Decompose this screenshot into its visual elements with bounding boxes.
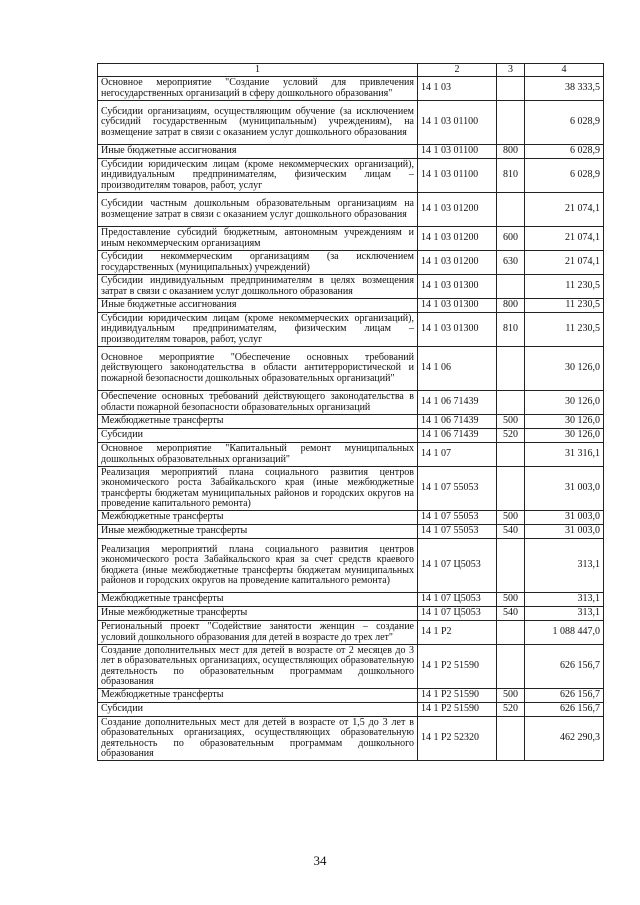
row-amount-cell: 31 316,1: [525, 443, 604, 467]
row-name-cell: Обеспечение основных требований действующего законодательства в области пожарной безопасности образовательных организаций: [98, 391, 418, 415]
row-type-cell: 500: [497, 511, 525, 525]
row-type-cell: [497, 101, 525, 145]
row-code-cell: 14 1 03 01200: [418, 251, 497, 275]
row-type-cell: 800: [497, 299, 525, 313]
row-code-cell: 14 1 P2 51590: [418, 703, 497, 717]
row-amount-cell: 30 126,0: [525, 415, 604, 429]
row-type-cell: 810: [497, 159, 525, 193]
row-code-cell: 14 1 07 55053: [418, 525, 497, 539]
row-type-cell: 630: [497, 251, 525, 275]
header-col-2: 2: [418, 64, 497, 77]
row-amount-cell: 30 126,0: [525, 347, 604, 391]
row-amount-cell: 6 028,9: [525, 159, 604, 193]
row-type-cell: 520: [497, 429, 525, 443]
row-amount-cell: 11 230,5: [525, 299, 604, 313]
row-code-cell: 14 1 P2 52320: [418, 717, 497, 761]
budget-table: [97, 63, 604, 761]
table-row: [98, 689, 604, 703]
row-type-cell: 500: [497, 415, 525, 429]
row-name-cell: Субсидии: [98, 429, 418, 443]
row-amount-cell: 38 333,5: [525, 77, 604, 101]
table-row: [98, 193, 604, 227]
row-amount-cell: 6 028,9: [525, 101, 604, 145]
table-row: [98, 251, 604, 275]
row-type-cell: [497, 717, 525, 761]
row-type-cell: [497, 193, 525, 227]
row-name-cell: Иные межбюджетные трансферты: [98, 525, 418, 539]
header-col-3: 3: [497, 64, 525, 77]
row-name-cell: Межбюджетные трансферты: [98, 689, 418, 703]
row-name-cell: Субсидии некоммерческим организациям (за исключением государственных (муниципальных) учреждений): [98, 251, 418, 275]
row-code-cell: 14 1 07: [418, 443, 497, 467]
row-name-cell: Основное мероприятие "Обеспечение основных требований действующего законодательства в области антитеррористической и пожарной безопасности дошкольных образовательных организаций": [98, 347, 418, 391]
row-code-cell: 14 1 07 Ц5053: [418, 607, 497, 621]
row-code-cell: 14 1 03 01200: [418, 193, 497, 227]
table-row: [98, 645, 604, 689]
row-type-cell: [497, 443, 525, 467]
row-amount-cell: 31 003,0: [525, 467, 604, 511]
table-row: [98, 539, 604, 593]
row-amount-cell: 462 290,3: [525, 717, 604, 761]
row-name-cell: Субсидии юридическим лицам (кроме некоммерческих организаций), индивидуальным предпринимателям, физическим лицам – производителям товаров, работ, услуг: [98, 159, 418, 193]
row-code-cell: 14 1 03 01100: [418, 145, 497, 159]
table-row: [98, 159, 604, 193]
row-amount-cell: 30 126,0: [525, 391, 604, 415]
row-type-cell: 600: [497, 227, 525, 251]
row-code-cell: 14 1 03 01200: [418, 227, 497, 251]
row-code-cell: 14 1 P2 51590: [418, 645, 497, 689]
row-amount-cell: 11 230,5: [525, 313, 604, 347]
row-code-cell: 14 1 03: [418, 77, 497, 101]
row-code-cell: 14 1 06 71439: [418, 391, 497, 415]
row-name-cell: Иные бюджетные ассигнования: [98, 299, 418, 313]
row-amount-cell: 313,1: [525, 593, 604, 607]
row-code-cell: 14 1 03 01300: [418, 313, 497, 347]
page-number: 34: [313, 853, 327, 868]
row-type-cell: 810: [497, 313, 525, 347]
table-row: [98, 77, 604, 101]
row-code-cell: 14 1 03 01300: [418, 275, 497, 299]
row-name-cell: Основное мероприятие "Капитальный ремонт муниципальных дошкольных образовательных организаций": [98, 443, 418, 467]
table-row: [98, 299, 604, 313]
row-name-cell: Предоставление субсидий бюджетным, автономным учреждениям и иным некоммерческим организациям: [98, 227, 418, 251]
row-code-cell: 14 1 06 71439: [418, 415, 497, 429]
table-row: [98, 607, 604, 621]
row-amount-cell: 626 156,7: [525, 645, 604, 689]
row-type-cell: [497, 539, 525, 593]
row-amount-cell: 31 003,0: [525, 511, 604, 525]
row-name-cell: Субсидии частным дошкольным образовательным организациям на возмещение затрат в связи с оказанием услуг дошкольного образования: [98, 193, 418, 227]
table-row: [98, 593, 604, 607]
table-row: [98, 511, 604, 525]
row-code-cell: 14 1 03 01100: [418, 101, 497, 145]
table-body: [98, 77, 604, 761]
row-amount-cell: 1 088 447,0: [525, 621, 604, 645]
row-amount-cell: 21 074,1: [525, 227, 604, 251]
row-name-cell: Межбюджетные трансферты: [98, 511, 418, 525]
row-type-cell: [497, 77, 525, 101]
table-row: [98, 717, 604, 761]
row-amount-cell: 313,1: [525, 539, 604, 593]
row-type-cell: [497, 275, 525, 299]
row-amount-cell: 6 028,9: [525, 145, 604, 159]
row-code-cell: 14 1 07 Ц5053: [418, 539, 497, 593]
row-code-cell: 14 1 06 71439: [418, 429, 497, 443]
row-name-cell: Основное мероприятие "Создание условий для привлечения негосударственных организаций в сферу дошкольного образования": [98, 77, 418, 101]
row-amount-cell: 21 074,1: [525, 193, 604, 227]
row-code-cell: 14 1 07 55053: [418, 511, 497, 525]
row-name-cell: Субсидии юридическим лицам (кроме некоммерческих организаций), индивидуальным предпринимателям, физическим лицам – производителям товаров, работ, услуг: [98, 313, 418, 347]
row-type-cell: [497, 621, 525, 645]
table-row: [98, 391, 604, 415]
table-row: [98, 275, 604, 299]
row-amount-cell: 626 156,7: [525, 689, 604, 703]
row-type-cell: [497, 347, 525, 391]
row-type-cell: 800: [497, 145, 525, 159]
table-row: [98, 145, 604, 159]
row-name-cell: Реализация мероприятий плана социального развития центров экономического роста Забайкальского края (иные межбюджетные трансферты бюджетам муниципальных районов и городских округов на проведение капитального ремонта): [98, 467, 418, 511]
row-amount-cell: 313,1: [525, 607, 604, 621]
row-code-cell: 14 1 03 01100: [418, 159, 497, 193]
row-type-cell: 520: [497, 703, 525, 717]
row-type-cell: 500: [497, 593, 525, 607]
table-row: [98, 443, 604, 467]
row-name-cell: Создание дополнительных мест для детей в возрасте от 2 месяцев до 3 лет в образовательных организациях, осуществляющих образовательную деятельность по образовательным программам дошкольного образования: [98, 645, 418, 689]
row-name-cell: Межбюджетные трансферты: [98, 593, 418, 607]
header-col-4: 4: [525, 64, 604, 77]
header-col-1: 1: [98, 64, 418, 77]
row-type-cell: [497, 467, 525, 511]
row-type-cell: 540: [497, 607, 525, 621]
row-amount-cell: 11 230,5: [525, 275, 604, 299]
row-amount-cell: 31 003,0: [525, 525, 604, 539]
table-row: [98, 313, 604, 347]
table-row: [98, 703, 604, 717]
row-amount-cell: 21 074,1: [525, 251, 604, 275]
row-amount-cell: 626 156,7: [525, 703, 604, 717]
row-amount-cell: 30 126,0: [525, 429, 604, 443]
row-code-cell: 14 1 07 Ц5053: [418, 593, 497, 607]
row-name-cell: Региональный проект "Содействие занятости женщин – создание условий дошкольного образования для детей в возрасте до трех лет": [98, 621, 418, 645]
row-name-cell: Субсидии индивидуальным предпринимателям в целях возмещения затрат в связи с оказанием услуг дошкольного образования: [98, 275, 418, 299]
row-code-cell: 14 1 06: [418, 347, 497, 391]
table-row: [98, 415, 604, 429]
table-row: [98, 101, 604, 145]
row-type-cell: [497, 391, 525, 415]
row-name-cell: Субсидии организациям, осуществляющим обучение (за исключением субсидий государственным (муниципальным) учреждениям), на возмещение затрат в связи с оказанием услуг дошкольного образования: [98, 101, 418, 145]
table-row: [98, 227, 604, 251]
row-type-cell: 500: [497, 689, 525, 703]
row-name-cell: Субсидии: [98, 703, 418, 717]
table-row: [98, 347, 604, 391]
row-name-cell: Иные межбюджетные трансферты: [98, 607, 418, 621]
row-code-cell: 14 1 P2 51590: [418, 689, 497, 703]
row-code-cell: 14 1 07 55053: [418, 467, 497, 511]
table-row: [98, 621, 604, 645]
row-code-cell: 14 1 P2: [418, 621, 497, 645]
row-name-cell: Межбюджетные трансферты: [98, 415, 418, 429]
header-row: [98, 64, 604, 77]
table-row: [98, 429, 604, 443]
table-row: [98, 525, 604, 539]
row-name-cell: Иные бюджетные ассигнования: [98, 145, 418, 159]
row-type-cell: 540: [497, 525, 525, 539]
table-row: [98, 467, 604, 511]
row-code-cell: 14 1 03 01300: [418, 299, 497, 313]
row-name-cell: Реализация мероприятий плана социального развития центров экономического роста Забайкальского края за счет средств краевого бюджета (иные межбюджетные трансферты бюджетам муниципальных районов и городских округов на проведение капитального ремонта): [98, 539, 418, 593]
row-name-cell: Создание дополнительных мест для детей в возрасте от 1,5 до 3 лет в образовательных организациях, осуществляющих образовательную деятельность по образовательным программам дошкольного образования: [98, 717, 418, 761]
row-type-cell: [497, 645, 525, 689]
